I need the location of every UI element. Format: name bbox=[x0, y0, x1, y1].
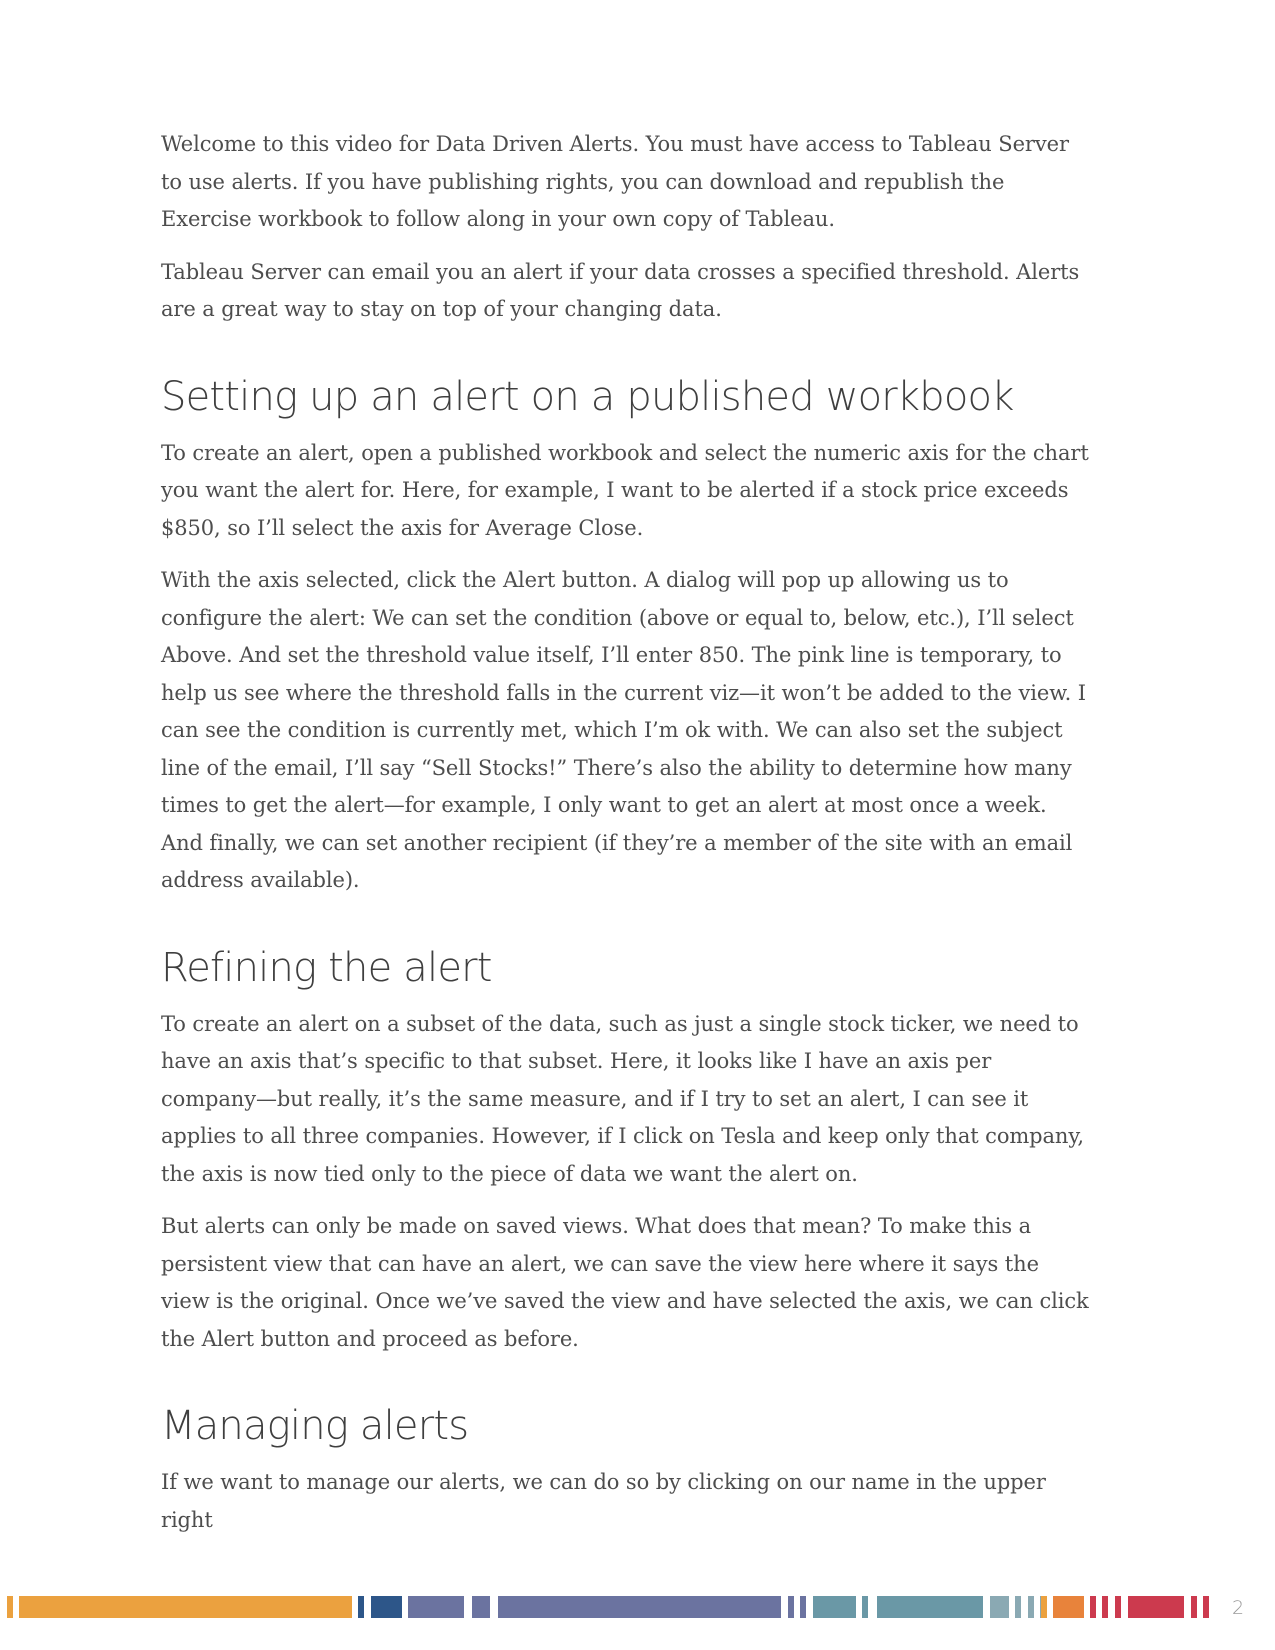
footer-stripe-segment bbox=[800, 1596, 806, 1618]
footer-stripe-segment bbox=[813, 1596, 856, 1618]
section-paragraph: With the axis selected, click the Alert button. A dialog will pop up allowing us to configure the alert: We can set the condition (above or equal to, below, etc.), I’ll select Above. And set the threshold value itself, I’ll enter 850. The pink line is temporary, to help us see where the threshold falls in the current viz—it won’t be added to the view. I can see the condition is currently met, which I’m ok with. We can also set the subject line of the email, I’ll say “Sell Stocks!” There’s also the ability to determine how many times to get the alert—for example, I only want to get an alert at most once a week. And finally, we can set another recipient (if they’re a member of the site with an email address available). bbox=[161, 568, 1086, 892]
footer-stripe-segment bbox=[1028, 1596, 1034, 1618]
footer-stripe-segment bbox=[19, 1596, 352, 1618]
footer-stripe-segment bbox=[1191, 1596, 1197, 1618]
footer-stripe-segment bbox=[1115, 1596, 1121, 1618]
section-heading: Refining the alert bbox=[161, 944, 492, 991]
footer-stripe-segment bbox=[1203, 1596, 1209, 1618]
footer-stripe-segment bbox=[1041, 1596, 1047, 1618]
footer-stripe-segment bbox=[358, 1596, 364, 1618]
footer-stripe-segment bbox=[1015, 1596, 1021, 1618]
intro-paragraph: Welcome to this video for Data Driven Alerts. You must have access to Tableau Server to use alerts. If you have publishing rights, you can download and republish the Exercise workbook to follow along in your own copy of Tableau. bbox=[161, 132, 1069, 231]
footer-stripe-segment bbox=[862, 1596, 868, 1618]
footer-stripe-segment bbox=[371, 1596, 402, 1618]
section-paragraph: If we want to manage our alerts, we can do so by clicking on our name in the upper right bbox=[161, 1470, 1046, 1532]
page-number: 2 bbox=[1232, 1597, 1245, 1619]
section-paragraph: To create an alert, open a published workbook and select the numeric axis for the chart you want the alert for. Here, for example, I want to be alerted if a stock price exceeds $850, so I’ll select the axis for Average Close. bbox=[161, 440, 1089, 540]
footer-color-bar bbox=[0, 1596, 1275, 1618]
document-body bbox=[161, 126, 1091, 1554]
footer-stripe-segment bbox=[498, 1596, 781, 1618]
intro-paragraph: Tableau Server can email you an alert if your data crosses a specified threshold. Alerts are a great way to stay on top of your changing data. bbox=[161, 259, 1080, 321]
footer-stripe-segment bbox=[1090, 1596, 1096, 1618]
section-paragraph: But alerts can only be made on saved views. What does that mean? To make this a persistent view that can have an alert, we can save the view here where it says the view is the original. Once we’ve saved the view and have selected the axis, we can click the Alert button and proceed as before. bbox=[161, 1214, 1089, 1351]
footer-stripe-segment bbox=[1128, 1596, 1184, 1618]
footer-stripe-segment bbox=[1102, 1596, 1108, 1618]
section-paragraph: To create an alert on a subset of the data, such as just a single stock ticker, we need to have an axis that’s specific to that subset. Here, it looks like I have an axis per company—but really, it’s the same measure, and if I try to set an alert, I can see it applies to all three companies. However, if I click on Tesla and keep only that company, the axis is now tied only to the piece of data we want the alert on. bbox=[161, 1011, 1084, 1186]
footer-stripe-segment bbox=[7, 1596, 13, 1618]
footer-stripe-segment bbox=[472, 1596, 490, 1618]
footer-stripe-segment bbox=[990, 1596, 1009, 1618]
footer-stripe-segment bbox=[788, 1596, 794, 1618]
section-heading: Managing alerts bbox=[161, 1403, 469, 1449]
footer-stripe-segment bbox=[1053, 1596, 1084, 1618]
section-heading: Setting up an alert on a published workbook bbox=[161, 373, 1014, 420]
footer-stripe-segment bbox=[408, 1596, 464, 1618]
footer-stripe-segment bbox=[877, 1596, 983, 1618]
